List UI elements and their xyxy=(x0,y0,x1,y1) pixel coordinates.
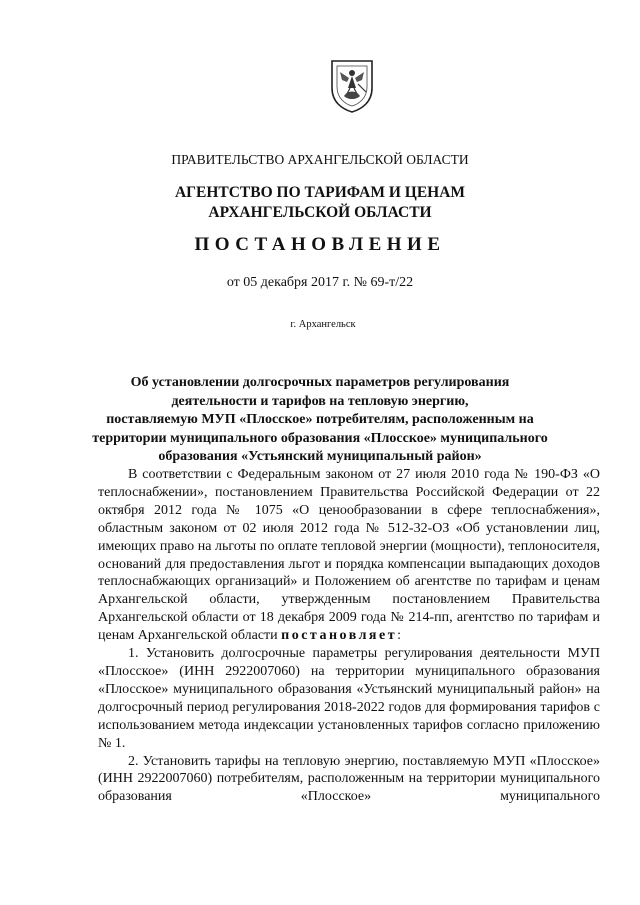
decrees-word: постановляет xyxy=(281,628,398,644)
subject-line: поставляемую МУП «Плосское» потребителям, расположенным на xyxy=(106,412,534,427)
agency-name-line2: АРХАНГЕЛЬСКОЙ ОБЛАСТИ xyxy=(208,204,432,221)
item-1-paragraph: 1. Установить долгосрочные параметры регулирования деятельности МУП «Плосское» (ИНН 2922007060) на территории муниципального образования «Плосское» муниципального образования «Устьянский муниципальный район» на долгосрочный период регулирования 2018-2022 годов для формирования тарифов с использованием метода индексации установленных тарифов согласно приложению № 1. xyxy=(98,646,600,751)
preamble-paragraph xyxy=(98,466,600,645)
agency-name xyxy=(0,183,640,223)
subject-line: территории муниципального образования «Плосское» муниципального xyxy=(92,430,548,446)
document-type: ПОСТАНОВЛЕНИЕ xyxy=(194,234,446,255)
government-name: ПРАВИТЕЛЬСТВО АРХАНГЕЛЬСКОЙ ОБЛАСТИ xyxy=(171,152,469,167)
document-city: г. Архангельск xyxy=(290,319,356,330)
document-body xyxy=(98,466,600,806)
agency-name-line1: АГЕНТСТВО ПО ТАРИФАМ И ЦЕНАМ xyxy=(174,184,466,201)
decrees-colon: : xyxy=(397,628,401,644)
coat-of-arms-icon xyxy=(328,58,376,114)
item-2-paragraph: 2. Установить тарифы на тепловую энергию, поставляемую МУП «Плосское» (ИНН 2922007060) потребителям, расположенным на территории муниципального образования «Плосское» муниципального xyxy=(98,753,600,805)
subject-line: деятельности и тарифов на тепловую энергию, xyxy=(171,393,469,409)
document-date-number: от 05 декабря 2017 г. № 69-т/22 xyxy=(226,275,414,290)
subject-line: образования «Устьянский муниципальный район» xyxy=(158,449,482,464)
subject-line: Об установлении долгосрочных параметров регулирования xyxy=(130,375,510,390)
preamble-text: В соответствии с Федеральным законом от 27 июля 2010 года № 190-ФЗ «О теплоснабжении», постановлением Правительства Российской Федерации от 22 октября 2012 года № 1075 «О ценообразовании в сфере теплоснабжения», областным законом от 02 июля 2012 года № 512-32-ОЗ «Об установлении лиц, имеющих право на льготы по оплате тепловой энергии (мощности), теплоносителя, оснований для предоставления льгот и порядка компенсации выпадающих доходов теплоснабжающих организаций» и Положением об агентстве по тарифам и ценам Архангельской области, утвержденным постановлением Правительства Архангельской области от 18 декабря 2009 года № 214-пп, агентство по тарифам и ценам Архангельской области xyxy=(98,467,600,644)
document-subject xyxy=(0,374,640,467)
